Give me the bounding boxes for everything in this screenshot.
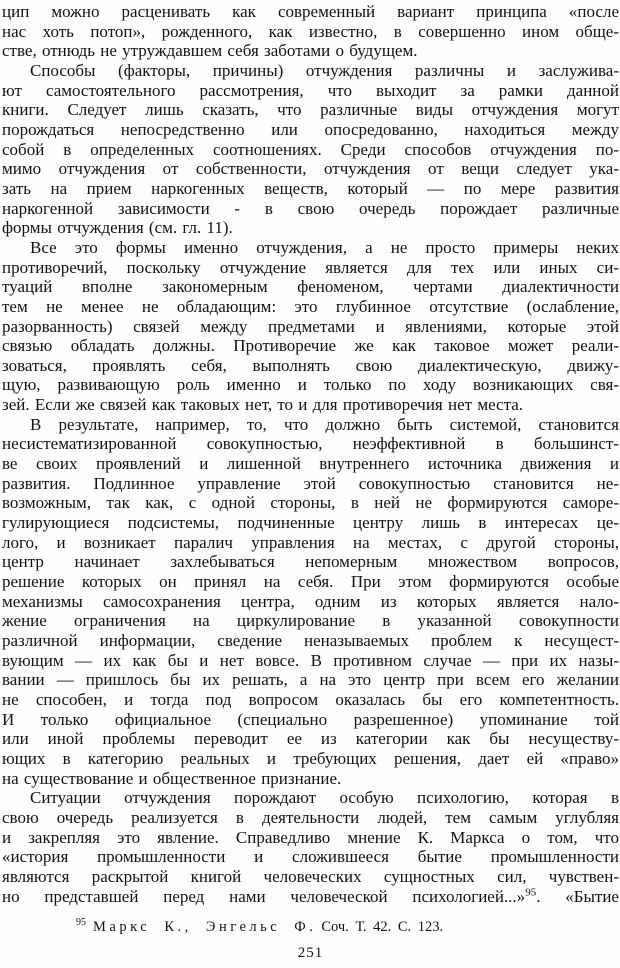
text-line: наркогенной зависимости - в свою очередь порождает различные xyxy=(2,198,619,218)
text-line: развития. Подлинное управление этой совокупностью становится не- xyxy=(2,473,619,493)
text-line: щую, развивающую роль именно и только по ходу возникающих свя- xyxy=(2,375,619,395)
text-line: несистематизированной совокупностью, неэффективной в большинст- xyxy=(2,434,619,454)
text-line: вании — пришлось бы их решать, а на это центр при всем его желании xyxy=(2,670,619,690)
text-line: «история промышленности и сложившееся бытие промышленности xyxy=(2,847,619,867)
text-line: тем не менее не обладающим: это глубинное отсутствие (ослабление, xyxy=(2,296,619,316)
text-line: ве своих проявлений и лишенной внутреннего источника движения и xyxy=(2,454,619,474)
text-line: различной информации, сведение неназываемых проблем к несущест- xyxy=(2,631,619,650)
text-line: возможным, так как, с одной стороны, в ней не формируются саморе- xyxy=(2,493,619,513)
text-line: свою очередь реализуется в деятельности людей, тем самым углубляя xyxy=(2,807,619,827)
footnote-source: Соч. Т. 42. С. 123. xyxy=(321,919,444,936)
footnote xyxy=(2,918,619,936)
text-line: Все это формы именно отчуждения, а не просто примеры неких xyxy=(30,237,619,257)
text-line: зать на прием наркогенных веществ, который — по мере развития xyxy=(2,178,619,198)
text-line: зей. Если же связей как таковых нет, то и для противоречия нет места. xyxy=(2,395,524,415)
text-segment: . «Бытие xyxy=(536,886,619,906)
page-number: 251 xyxy=(297,945,324,962)
text-line: гулирующиеся подсистемы, подчиненные центру лишь в интересах це- xyxy=(2,513,619,533)
text-line: Способы (факторы, причины) отчуждения различны и заслужива- xyxy=(30,60,619,80)
text-line: ющих в категорию реальных и требующих решения, дает ей «право» xyxy=(2,748,619,768)
text-line: являются раскрытой книгой человеческих сущностных сил, чувствен- xyxy=(2,866,619,886)
text-line: лого, и возникает паралич управления на местах, с другой стороны, xyxy=(2,532,619,552)
text-line: вующим — их как бы и нет вовсе. В противном случае — при их назы- xyxy=(2,650,619,670)
text-line: порождаться непосредственно или опосредованно, находиться между xyxy=(2,119,619,139)
footnote-marker: 95 xyxy=(76,917,86,929)
text-line: разорванность) связей между предметами и явлениями, которые этой xyxy=(2,316,619,336)
text-line: мимо отчуждения от собственности, отчуждения от вещи следует ука- xyxy=(2,159,619,179)
text-line: решение которых он принял на себя. При этом формируются особые xyxy=(2,572,619,592)
text-line: В результате, например, то, что должно быть системой, становится xyxy=(30,414,619,434)
text-line: и закрепляя это явление. Справедливо мнение К. Маркса о том, что xyxy=(2,827,619,847)
text-line: связью обладать должны. Противоречие же как таковое может реали- xyxy=(2,336,619,356)
text-line: противоречий, поскольку отчуждение является для тех или иных си- xyxy=(2,257,619,277)
text-line: стве, отнюдь не утруждавшем себя заботами о будущем. xyxy=(2,41,418,61)
text-line: цип можно расценивать как современный вариант принципа «после xyxy=(2,2,619,21)
text-line xyxy=(2,887,619,907)
text-line: Ситуации отчуждения порождают особую психологию, которая в xyxy=(30,788,619,808)
text-line: зоваться, проявлять себя, выполнять свою диалектическую, движу- xyxy=(2,355,619,375)
text-line: на существование и общественное признание. xyxy=(2,768,342,788)
text-line: собой в определенных соотношениях. Среди способов отчуждения по- xyxy=(2,139,619,159)
text-line: ют самостоятельного рассмотрения, что выходит за рамки данной xyxy=(2,80,619,100)
text-line: жение ограничения на циркулирование в указанной совокупности xyxy=(2,611,619,631)
text-line: центр начинает захлебываться непомерным множеством вопросов, xyxy=(2,552,619,572)
text-line: книги. Следует лишь сказать, что различные виды отчуждения могут xyxy=(2,100,619,120)
text-line: формы отчуждения (см. гл. 11). xyxy=(2,218,233,238)
text-line: механизмы самосохранения центра, одним из которых является нало- xyxy=(2,591,619,611)
footnote-authors: Маркс К., Энгельс Ф. xyxy=(93,919,317,936)
text-line: И только официальное (специально разрешенное) упоминание той xyxy=(2,709,619,729)
footnote-reference: 95 xyxy=(525,885,537,898)
text-line: не способен, и тогда под вопросом оказалась бы его компетентность. xyxy=(2,689,619,709)
text-segment: но представшей перед нами человеческой психологией...» xyxy=(2,886,526,906)
text-line: туаций вполне закономерным феноменом, чертами диалектичности xyxy=(2,277,619,297)
text-line: нас хоть потоп», рожденного, как известно, в совершенно ином обще- xyxy=(2,21,619,41)
body-text xyxy=(2,2,619,906)
text-line: или иной проблемы переводит ее из категории как бы несуществу- xyxy=(2,729,619,749)
